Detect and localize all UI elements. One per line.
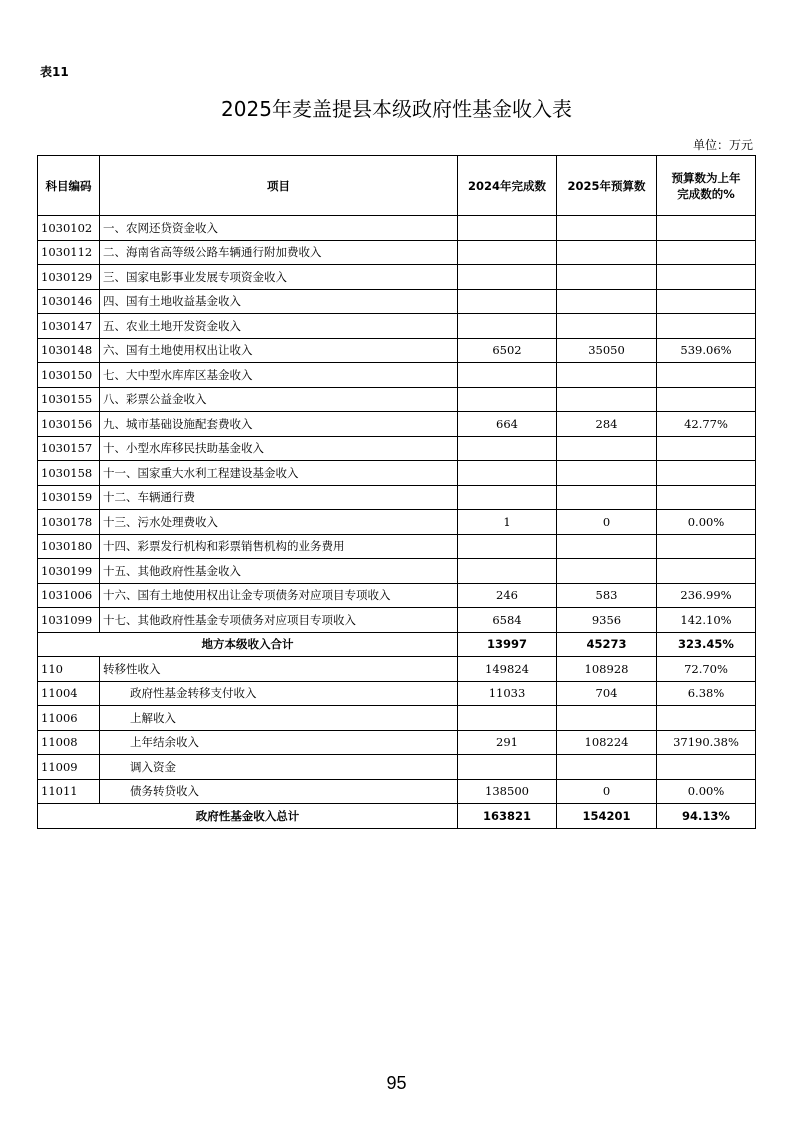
actual-2024-cell: 6584	[458, 608, 557, 633]
subtotal-row-budget-2025: 45273	[557, 632, 657, 657]
ratio-cell: 42.77%	[657, 412, 756, 437]
actual-2024-cell	[458, 216, 557, 241]
header-budget-2025: 2025年预算数	[557, 156, 657, 216]
budget-2025-cell	[557, 559, 657, 584]
code-cell: 1030158	[38, 461, 100, 486]
subtotal-row	[38, 632, 756, 657]
table-row	[38, 436, 756, 461]
budget-2025-cell	[557, 289, 657, 314]
table-row	[38, 387, 756, 412]
ratio-cell	[657, 216, 756, 241]
table-row	[38, 265, 756, 290]
actual-2024-cell: 149824	[458, 657, 557, 682]
item-name-cell: 债务转贷收入	[100, 779, 458, 804]
unit-label: 单位：万元	[692, 138, 753, 152]
table-row	[38, 608, 756, 633]
code-cell: 1030178	[38, 510, 100, 535]
header-ratio-line1: 预算数为上年	[671, 170, 741, 185]
table-row	[38, 216, 756, 241]
item-name-cell: 调入资金	[100, 755, 458, 780]
code-cell: 1030159	[38, 485, 100, 510]
item-name-cell: 六、国有土地使用权出让收入	[100, 338, 458, 363]
grand-total-row-label: 政府性基金收入总计	[38, 804, 458, 829]
item-name-cell: 上年结余收入	[100, 730, 458, 755]
code-cell: 11011	[38, 779, 100, 804]
actual-2024-cell: 664	[458, 412, 557, 437]
table-row	[38, 510, 756, 535]
item-name-cell: 十三、污水处理费收入	[100, 510, 458, 535]
budget-2025-cell: 35050	[557, 338, 657, 363]
budget-2025-cell: 108928	[557, 657, 657, 682]
grand-total-row	[38, 804, 756, 829]
ratio-cell	[657, 461, 756, 486]
actual-2024-cell	[458, 436, 557, 461]
header-actual-2024: 2024年完成数	[458, 156, 557, 216]
budget-2025-cell: 704	[557, 681, 657, 706]
actual-2024-cell	[458, 387, 557, 412]
table-row	[38, 338, 756, 363]
code-cell: 1030157	[38, 436, 100, 461]
actual-2024-cell: 11033	[458, 681, 557, 706]
code-cell: 11006	[38, 706, 100, 731]
code-cell: 1030102	[38, 216, 100, 241]
budget-2025-cell	[557, 706, 657, 731]
budget-2025-cell	[557, 534, 657, 559]
ratio-cell	[657, 363, 756, 388]
budget-2025-cell: 108224	[557, 730, 657, 755]
budget-2025-cell: 0	[557, 510, 657, 535]
actual-2024-cell	[458, 265, 557, 290]
item-name-cell: 二、海南省高等级公路车辆通行附加费收入	[100, 240, 458, 265]
ratio-cell: 72.70%	[657, 657, 756, 682]
table-row	[38, 657, 756, 682]
header-row	[38, 156, 756, 216]
code-cell: 1030180	[38, 534, 100, 559]
page-title: 2025年麦盖提县本级政府性基金收入表	[221, 97, 572, 121]
page-number: 95	[386, 1073, 407, 1093]
fund-revenue-table	[37, 155, 756, 829]
budget-2025-cell: 284	[557, 412, 657, 437]
actual-2024-cell	[458, 755, 557, 780]
item-name-cell: 九、城市基础设施配套费收入	[100, 412, 458, 437]
item-name-cell: 十二、车辆通行费	[100, 485, 458, 510]
ratio-cell	[657, 240, 756, 265]
code-cell: 1030147	[38, 314, 100, 339]
budget-2025-cell	[557, 485, 657, 510]
item-name-cell: 转移性收入	[100, 657, 458, 682]
ratio-cell: 0.00%	[657, 510, 756, 535]
budget-2025-cell	[557, 436, 657, 461]
subtotal-row-label: 地方本级收入合计	[38, 632, 458, 657]
actual-2024-cell	[458, 461, 557, 486]
header-ratio	[657, 156, 756, 216]
table-row	[38, 730, 756, 755]
ratio-cell	[657, 265, 756, 290]
table-row	[38, 314, 756, 339]
actual-2024-cell: 291	[458, 730, 557, 755]
ratio-cell	[657, 706, 756, 731]
ratio-cell: 6.38%	[657, 681, 756, 706]
table-row	[38, 534, 756, 559]
code-cell: 11008	[38, 730, 100, 755]
table-row	[38, 779, 756, 804]
table-row	[38, 240, 756, 265]
item-name-cell: 十一、国家重大水利工程建设基金收入	[100, 461, 458, 486]
item-name-cell: 四、国有土地收益基金收入	[100, 289, 458, 314]
budget-2025-cell	[557, 461, 657, 486]
code-cell: 1030112	[38, 240, 100, 265]
budget-2025-cell	[557, 265, 657, 290]
table-row	[38, 681, 756, 706]
actual-2024-cell	[458, 363, 557, 388]
code-cell: 1030150	[38, 363, 100, 388]
ratio-cell	[657, 534, 756, 559]
item-name-cell: 十七、其他政府性基金专项债务对应项目专项收入	[100, 608, 458, 633]
code-cell: 110	[38, 657, 100, 682]
item-name-cell: 七、大中型水库库区基金收入	[100, 363, 458, 388]
actual-2024-cell: 138500	[458, 779, 557, 804]
table-row	[38, 485, 756, 510]
budget-2025-cell	[557, 216, 657, 241]
ratio-cell	[657, 289, 756, 314]
item-name-cell: 十六、国有土地使用权出让金专项债务对应项目专项收入	[100, 583, 458, 608]
code-cell: 11004	[38, 681, 100, 706]
budget-2025-cell	[557, 314, 657, 339]
budget-2025-cell: 583	[557, 583, 657, 608]
grand-total-row-actual-2024: 163821	[458, 804, 557, 829]
grand-total-row-budget-2025: 154201	[557, 804, 657, 829]
ratio-cell	[657, 387, 756, 412]
budget-2025-cell	[557, 363, 657, 388]
actual-2024-cell	[458, 289, 557, 314]
table-row	[38, 289, 756, 314]
budget-2025-cell	[557, 755, 657, 780]
table-row	[38, 583, 756, 608]
table-row	[38, 706, 756, 731]
code-cell: 1030129	[38, 265, 100, 290]
ratio-cell: 539.06%	[657, 338, 756, 363]
item-name-cell: 五、农业土地开发资金收入	[100, 314, 458, 339]
item-name-cell: 十、小型水库移民扶助基金收入	[100, 436, 458, 461]
table-row	[38, 363, 756, 388]
header-ratio-line2: 完成数的%	[677, 186, 735, 201]
item-name-cell: 上解收入	[100, 706, 458, 731]
code-cell: 11009	[38, 755, 100, 780]
grand-total-row-ratio: 94.13%	[657, 804, 756, 829]
actual-2024-cell	[458, 534, 557, 559]
subtotal-row-ratio: 323.45%	[657, 632, 756, 657]
budget-2025-cell	[557, 387, 657, 412]
item-name-cell: 十四、彩票发行机构和彩票销售机构的业务费用	[100, 534, 458, 559]
ratio-cell: 142.10%	[657, 608, 756, 633]
code-cell: 1030146	[38, 289, 100, 314]
actual-2024-cell	[458, 706, 557, 731]
ratio-cell	[657, 755, 756, 780]
budget-2025-cell: 0	[557, 779, 657, 804]
table-row	[38, 559, 756, 584]
actual-2024-cell	[458, 240, 557, 265]
item-name-cell: 八、彩票公益金收入	[100, 387, 458, 412]
ratio-cell: 236.99%	[657, 583, 756, 608]
code-cell: 1031099	[38, 608, 100, 633]
budget-2025-cell: 9356	[557, 608, 657, 633]
budget-2025-cell	[557, 240, 657, 265]
ratio-cell	[657, 559, 756, 584]
actual-2024-cell: 246	[458, 583, 557, 608]
ratio-cell	[657, 436, 756, 461]
header-item: 项目	[100, 156, 458, 216]
item-name-cell: 十五、其他政府性基金收入	[100, 559, 458, 584]
actual-2024-cell	[458, 485, 557, 510]
code-cell: 1030156	[38, 412, 100, 437]
code-cell: 1030199	[38, 559, 100, 584]
table-row	[38, 461, 756, 486]
item-name-cell: 一、农网还贷资金收入	[100, 216, 458, 241]
table-number: 表11	[40, 65, 69, 79]
actual-2024-cell: 6502	[458, 338, 557, 363]
code-cell: 1030148	[38, 338, 100, 363]
subtotal-row-actual-2024: 13997	[458, 632, 557, 657]
item-name-cell: 三、国家电影事业发展专项资金收入	[100, 265, 458, 290]
code-cell: 1030155	[38, 387, 100, 412]
table-row	[38, 412, 756, 437]
header-code: 科目编码	[38, 156, 100, 216]
actual-2024-cell	[458, 314, 557, 339]
actual-2024-cell: 1	[458, 510, 557, 535]
ratio-cell: 0.00%	[657, 779, 756, 804]
table-row	[38, 755, 756, 780]
ratio-cell: 37190.38%	[657, 730, 756, 755]
ratio-cell	[657, 485, 756, 510]
ratio-cell	[657, 314, 756, 339]
actual-2024-cell	[458, 559, 557, 584]
item-name-cell: 政府性基金转移支付收入	[100, 681, 458, 706]
code-cell: 1031006	[38, 583, 100, 608]
